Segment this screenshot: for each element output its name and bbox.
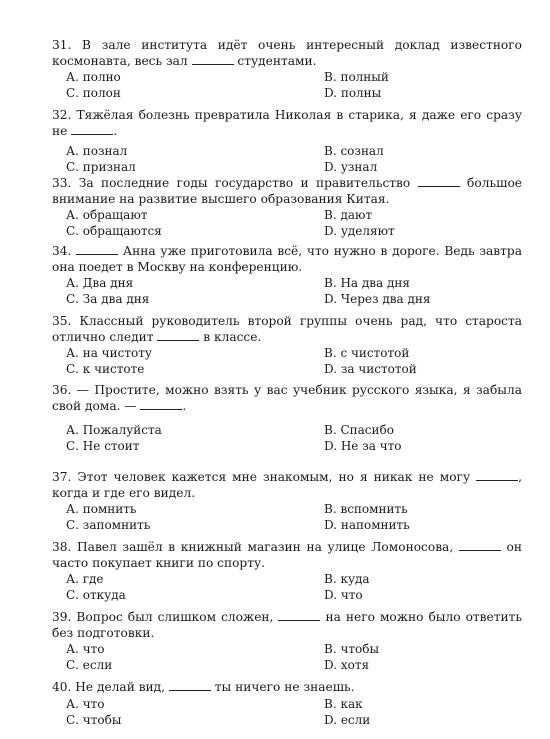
question-38	[52, 540, 522, 603]
option-b[interactable]: В. куда	[324, 572, 370, 586]
options	[66, 696, 522, 728]
options	[66, 143, 522, 175]
answer-blank	[157, 330, 199, 341]
stem-text: он часто покупает книги по спорту.	[52, 540, 522, 570]
answer-blank	[418, 176, 460, 187]
options	[66, 571, 522, 603]
stem-text: .	[182, 398, 187, 413]
stem-text: , когда и где его видел.	[52, 470, 522, 500]
option-d[interactable]: D. если	[324, 712, 371, 727]
question-34	[52, 244, 522, 307]
option-a[interactable]: А. Два дня	[66, 276, 134, 290]
option-d[interactable]: D. напомнить	[324, 518, 410, 532]
stem-text: большое внимание на развитие высшего образования Китая.	[52, 176, 522, 206]
question-stem	[52, 540, 522, 571]
option-d[interactable]: D. хотя	[324, 658, 370, 672]
question-40	[52, 680, 522, 728]
option-a[interactable]: А. что	[66, 696, 105, 711]
stem-text: .	[113, 123, 118, 138]
option-b[interactable]: В. На два дня	[324, 276, 410, 290]
question-31	[52, 38, 522, 101]
question-39	[52, 610, 522, 673]
option-c[interactable]: С. откуда	[66, 588, 126, 602]
stem-text: 39. Вопрос был слишком сложен,	[52, 610, 279, 624]
option-c[interactable]: С. полон	[66, 86, 121, 100]
question-stem	[52, 244, 522, 275]
options	[66, 501, 522, 533]
question-stem	[52, 680, 522, 696]
question-33	[52, 176, 522, 239]
stem-text: 36. — Простите, можно взять у вас учебник русского языка, я забыла свой дома. —	[52, 383, 522, 413]
option-c[interactable]: С. обращаются	[66, 224, 162, 238]
question-stem	[52, 314, 522, 345]
option-b[interactable]: В. сознал	[324, 144, 384, 158]
option-c[interactable]: С. к чистоте	[66, 362, 145, 376]
option-b[interactable]: В. полный	[324, 70, 389, 84]
option-b[interactable]: В. Спасибо	[324, 423, 394, 437]
question-stem	[52, 610, 522, 641]
option-d[interactable]: D. уделяют	[324, 224, 395, 238]
stem-text: 33. За последние годы государство и правительство	[52, 176, 418, 190]
option-d[interactable]: D. за чистотой	[324, 362, 417, 376]
stem-text: 40. Не делай вид,	[52, 680, 169, 694]
question-stem	[52, 108, 522, 139]
option-c[interactable]: С. чтобы	[66, 712, 122, 727]
options	[66, 275, 522, 307]
answer-blank	[459, 540, 501, 551]
option-d[interactable]: D. Через два дня	[324, 292, 431, 306]
option-c[interactable]: С. За два дня	[66, 292, 150, 306]
stem-text: 34.	[52, 244, 77, 258]
option-a[interactable]: А. познал	[66, 144, 128, 158]
option-b[interactable]: В. как	[324, 696, 363, 711]
options	[66, 345, 522, 377]
question-32	[52, 108, 522, 175]
stem-text: 32. Тяжёлая болезнь превратила Николая в старика, я даже его сразу не	[52, 108, 522, 138]
question-35	[52, 314, 522, 377]
options	[66, 69, 522, 101]
stem-text: 38. Павел зашёл в книжный магазин на улице Ломоносова,	[52, 540, 459, 554]
question-stem	[52, 176, 522, 207]
question-36	[52, 383, 522, 454]
question-stem	[52, 38, 522, 69]
option-c[interactable]: С. если	[66, 658, 113, 672]
question-37	[52, 470, 522, 533]
option-d[interactable]: D. узнал	[324, 160, 378, 174]
answer-blank	[140, 399, 182, 410]
stem-text: в классе.	[199, 329, 262, 344]
stem-text: студентами.	[233, 53, 317, 68]
option-b[interactable]: В. чтобы	[324, 642, 380, 656]
option-a[interactable]: А. что	[66, 642, 105, 656]
stem-text: 31. В зале института идёт очень интересный доклад известного космонавта, весь зал	[52, 38, 522, 68]
option-c[interactable]: С. Не стоит	[66, 439, 140, 453]
option-a[interactable]: А. на чистоту	[66, 346, 152, 360]
question-stem	[52, 470, 522, 501]
option-d[interactable]: D. Не за что	[324, 439, 402, 453]
answer-blank	[76, 244, 118, 255]
option-d[interactable]: D. что	[324, 588, 363, 602]
option-a[interactable]: А. Пожалуйста	[66, 423, 162, 437]
option-b[interactable]: В. дают	[324, 208, 373, 222]
option-b[interactable]: В. вспомнить	[324, 502, 408, 516]
question-stem	[52, 383, 522, 414]
stem-text: 37. Этот человек кажется мне знакомым, но я никак не могу	[52, 470, 477, 484]
options	[66, 207, 522, 239]
option-d[interactable]: D. полны	[324, 86, 382, 100]
options	[66, 641, 522, 673]
option-c[interactable]: С. запомнить	[66, 518, 151, 532]
stem-text: ты ничего не знаешь.	[210, 680, 355, 694]
answer-blank	[476, 470, 518, 481]
stem-text: на него можно было ответить без подготовки.	[52, 610, 522, 640]
option-a[interactable]: А. где	[66, 572, 104, 586]
option-a[interactable]: А. обращают	[66, 208, 148, 222]
stem-text: 35. Классный руководитель второй группы очень рад, что староста отлично следит	[52, 314, 522, 344]
option-a[interactable]: А. полно	[66, 70, 121, 84]
option-b[interactable]: В. с чистотой	[324, 346, 410, 360]
option-c[interactable]: С. признал	[66, 160, 136, 174]
stem-text: Анна уже приготовила всё, что нужно в дороге. Ведь завтра она поедет в Москву на конференцию.	[52, 244, 522, 274]
answer-blank	[278, 610, 320, 621]
answer-blank	[192, 54, 234, 65]
option-a[interactable]: А. помнить	[66, 502, 137, 516]
answer-blank	[71, 124, 113, 135]
options	[66, 422, 522, 454]
answer-blank	[169, 680, 211, 691]
